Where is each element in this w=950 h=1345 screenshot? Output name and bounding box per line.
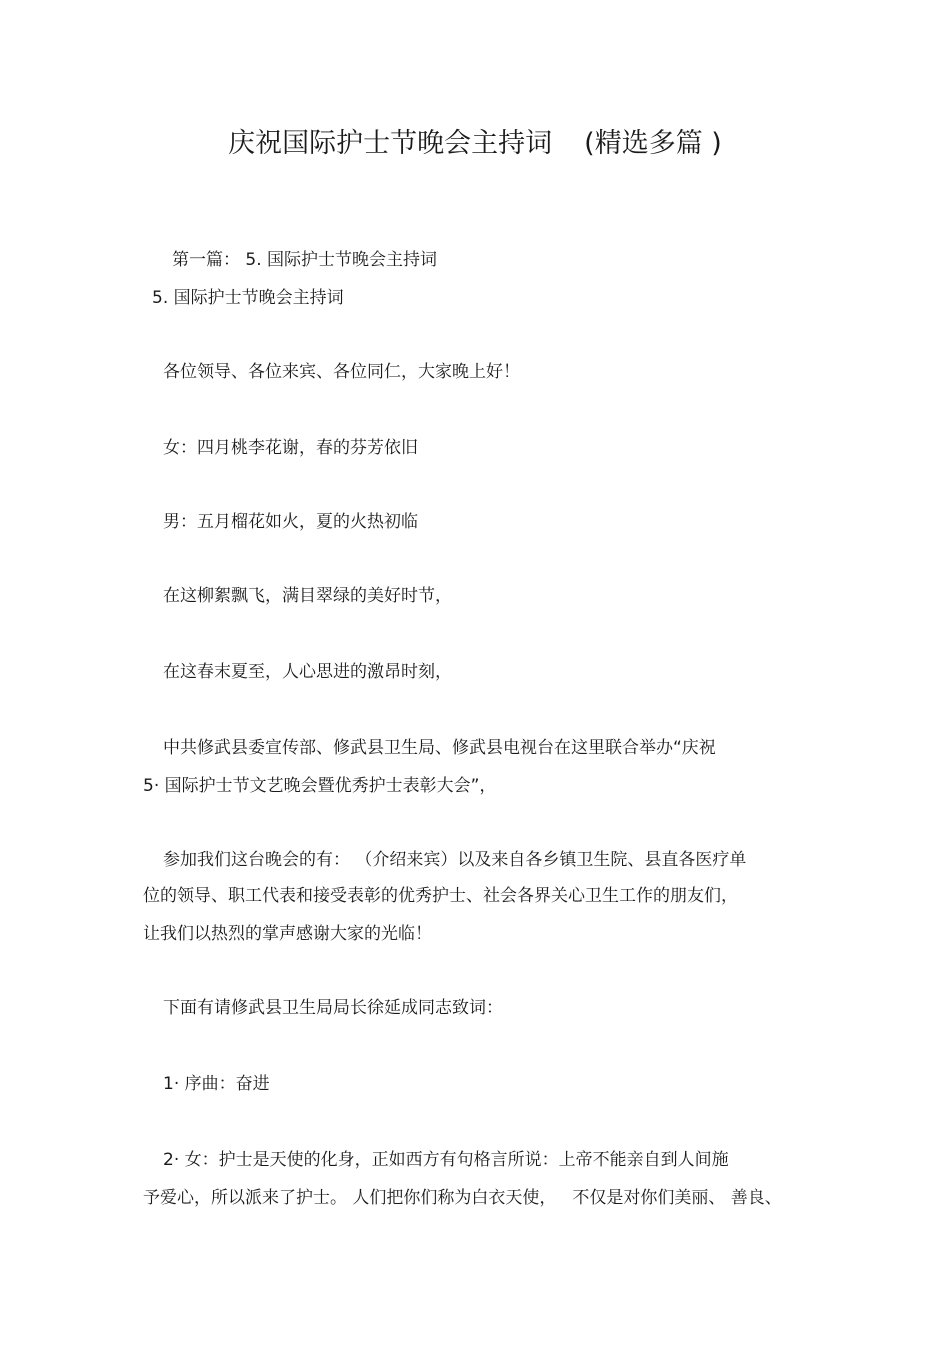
- document-title: [0, 124, 950, 164]
- paragraph-line: 在这春末夏至，人心思进的激昂时刻，: [163, 662, 452, 682]
- title-suffix: (精选多篇 ): [584, 128, 722, 159]
- line-segment: 予爱心，所以派来了护士。 人们把你们称为白衣天使，: [143, 1188, 557, 1208]
- paragraph-line: 2· 女：护士是天使的化身，正如西方有句格言所说：上帝不能亲自到人间施: [163, 1150, 729, 1170]
- paragraph-line: 各位领导、各位来宾、各位同仁，大家晚上好！: [163, 362, 520, 382]
- paragraph-line: 男：五月榴花如火，夏的火热初临: [163, 512, 418, 532]
- paragraph-line: 下面有请修武县卫生局局长徐延成同志致词：: [163, 998, 503, 1018]
- paragraph-line: 女：四月桃李花谢，春的芬芳依旧: [163, 438, 418, 458]
- paragraph-line: 位的领导、职工代表和接受表彰的优秀护士、社会各界关心卫生工作的朋友们，: [143, 886, 738, 906]
- paragraph-line: 在这柳絮飘飞，满目翠绿的美好时节，: [163, 586, 452, 606]
- line-segment: 不仅是对你们美丽、 善良、: [572, 1188, 782, 1208]
- paragraph-line: 让我们以热烈的掌声感谢大家的光临！: [143, 924, 432, 944]
- chapter-heading: 第一篇： 5. 国际护士节晚会主持词: [172, 250, 438, 270]
- paragraph-line: 中共修武县委宣传部、修武县卫生局、修武县电视台在这里联合举办“庆祝: [163, 738, 716, 758]
- title-main: 庆祝国际护士节晚会主持词: [228, 128, 553, 159]
- paragraph-line: 参加我们这台晚会的有： （介绍来宾）以及来自各乡镇卫生院、县直各医疗单: [163, 850, 747, 870]
- paragraph-line: 1· 序曲：奋进: [163, 1074, 270, 1094]
- paragraph-line: 5· 国际护士节文艺晚会暨优秀护士表彰大会”，: [143, 776, 497, 796]
- paragraph-line: [143, 1186, 782, 1210]
- subheading: 5. 国际护士节晚会主持词: [152, 288, 344, 308]
